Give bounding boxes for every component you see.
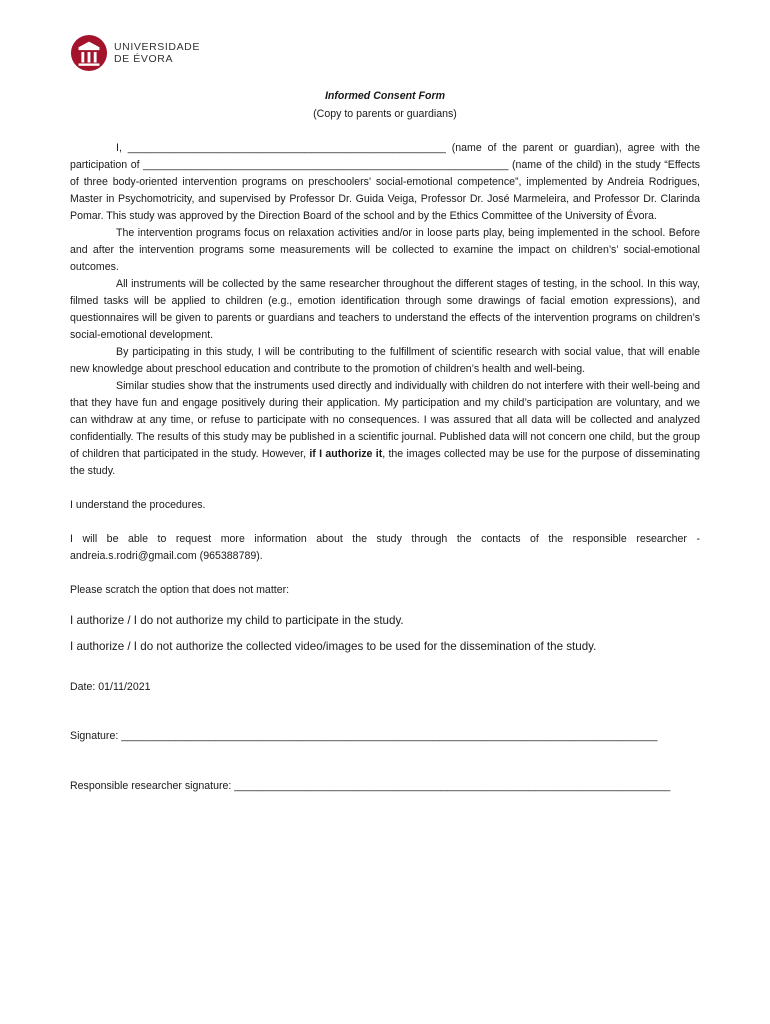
university-name (114, 41, 200, 65)
form-title: Informed Consent Form (324, 90, 446, 102)
contribution-paragraph: By participating in this study, I will be contributing to the fulfillment of scientific research with social value, that will enable new knowledge about preschool education and contribute to the promotion of children’s health and well-being. (70, 346, 700, 375)
child-participation-option: I authorize / I do not authorize my child to participate in the study. (70, 614, 404, 627)
contact-statement: I will be able to request more information about the study through the contacts of the responsible researcher - andreia.s.rodri@gmail.com (965388789). (70, 533, 700, 562)
university-logo (70, 34, 200, 72)
intervention-paragraph: The intervention programs focus on relaxation activities and/or in loose parts play, being implemented in the school. Before and after the intervention programs some measurements will be collected to examine the impact on children’s’ social-emotional outcomes. (70, 227, 700, 273)
form-date: Date: 01/11/2021 (70, 681, 151, 693)
studies-paragraph (70, 378, 700, 480)
consent-form (70, 88, 700, 795)
studies-text-end: , the images collected may be use for the purpose of disseminating the study. (70, 448, 700, 477)
university-emblem-icon (70, 34, 108, 72)
form-subtitle: (Copy to parents or guardians) (313, 108, 457, 120)
instruments-paragraph: All instruments will be collected by the same researcher throughout the different stages of testing, in the school. In this way, filmed tasks will be applied to children (e.g., emotion identification through some drawings of facial emotion expressions), and questionnaires will be given to parents or guardians and teachers to understand the effects of the intervention programs on children’s social-emotional development. (70, 278, 700, 341)
scratch-instruction: Please scratch the option that does not matter: (70, 584, 290, 596)
researcher-signature-line: Responsible researcher signature: __________________________________________________________________________ (70, 780, 671, 792)
understand-statement: I understand the procedures. (70, 499, 206, 511)
logo-line-2: DE ÉVORA (114, 53, 174, 65)
logo-line-1: UNIVERSIDADE (114, 41, 200, 53)
image-use-option: I authorize / I do not authorize the collected video/images to be used for the dissemination of the study. (70, 640, 597, 653)
studies-text: Similar studies show that the instruments used directly and individually with children do not interfere with their well-being and that they have fun and engage positively during their application. My participation and my child’s participation are voluntary, and we can withdraw at any time, or refuse to participate with no consequences. I was assured that all data will be collected and analyzed confidentially. The results of this study may be published in a scientific journal. Published data will not concern one child, but the group of children that participated in the study. However, (70, 380, 700, 460)
participation-paragraph: I, ______________________________________________________ (name of the parent or guardian), agree with the participation of ______________________________________________________________ (name of the child) in the study “Effects of three body-oriented intervention programs on preschoolers' social-emotional competence”, implemented by Andreia Rodrigues, Master in Psychomotricity, and supervised by Professor Dr. Guida Veiga, Professor Dr. José Marmeleira, and Professor Dr. Clarinda Pomar. This study was approved by the Direction Board of the school and by the Ethics Committee of the University of Évora. (70, 142, 700, 222)
signature-line: Signature: ___________________________________________________________________________________________ (70, 730, 658, 742)
authorize-bold-text: if I authorize it (309, 448, 383, 460)
